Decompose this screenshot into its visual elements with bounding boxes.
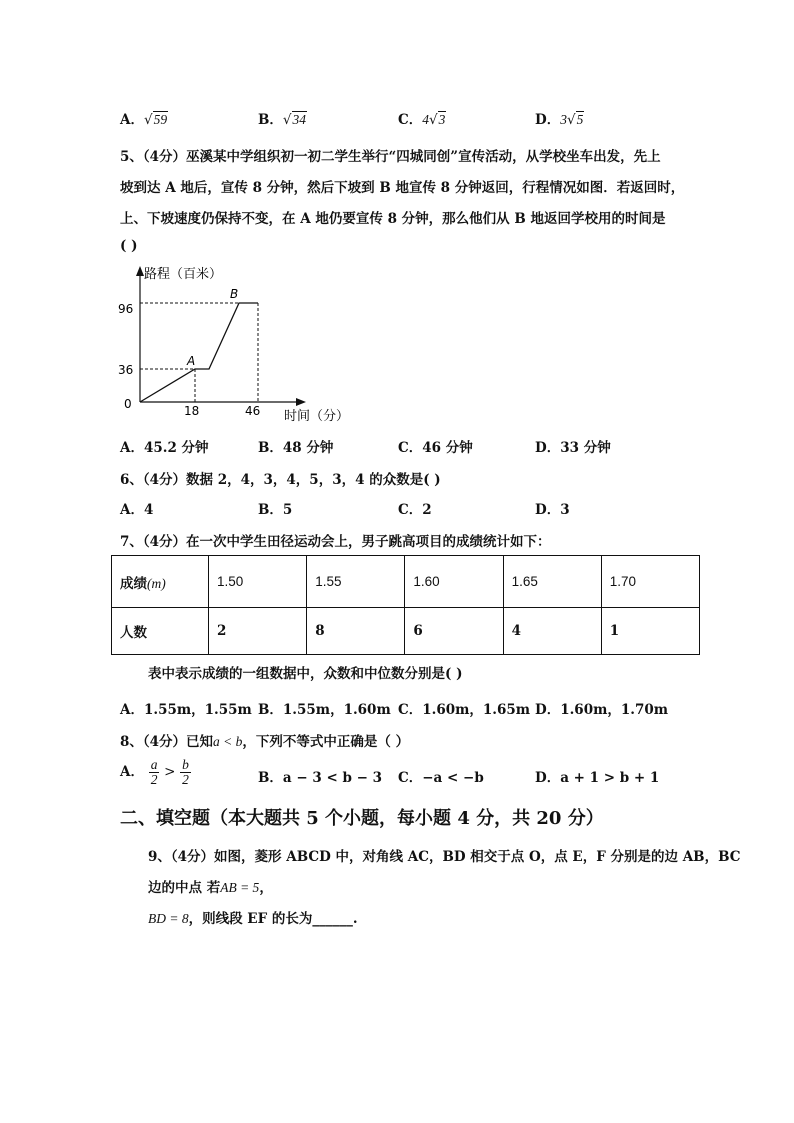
q5-option-c: C．46 分钟: [398, 440, 473, 456]
q7-option-a: A．1.55m，1.55m: [120, 702, 252, 718]
q4-option-a: A．√59: [120, 112, 168, 128]
q9-line1: 9、（4分）如图，菱形 ABCD 中，对角线 AC，BD 相交于点 O，点 E，F 分别是的边 AB，BC: [148, 849, 741, 865]
y-axis-label: 路程（百米）: [144, 267, 223, 282]
q7-text: 7、（4分）在一次中学生田径运动会上，男子跳高项目的成绩统计如下：: [120, 534, 551, 550]
q5-line4: ( ): [120, 238, 138, 254]
q6-text: 6、（4分）数据 2，4，3，4，5，3，4 的众数是( ): [120, 472, 441, 488]
x-axis-label: 时间（分）: [284, 409, 350, 424]
q5-line3: 上、下坡速度仍保持不变，在 A 地仍要宣传 8 分钟，那么他们从 B 地返回学校用的时间是: [120, 211, 666, 227]
q5-option-b: B．48 分钟: [258, 440, 334, 456]
q9-line2: 边的中点 若AB = 5，: [148, 880, 273, 896]
score-cell: 1.50: [209, 556, 307, 608]
score-cell: 1.55: [307, 556, 405, 608]
x-axis-arrow: [296, 398, 306, 406]
q7-question: 表中表示成绩的一组数据中，众数和中位数分别是( ): [148, 666, 463, 682]
x-tick-46: 46: [245, 404, 261, 418]
q8-option-c: C．−a < −b: [398, 770, 484, 786]
q7-option-b: B．1.55m，1.60m: [258, 702, 391, 718]
x-tick-18: 18: [184, 404, 200, 418]
count-cell: 1: [601, 608, 699, 655]
q5-line1: 5、（4分）巫溪某中学组织初一初二学生举行“四城同创”宣传活动，从学校坐车出发，先上: [120, 149, 661, 165]
count-cell: 8: [307, 608, 405, 655]
q7-option-c: C．1.60m，1.65m: [398, 702, 531, 718]
q5-option-a: A．45.2 分钟: [120, 440, 209, 456]
distance-time-graph: [110, 262, 370, 432]
point-a-label: A: [187, 354, 196, 368]
table-row: [112, 556, 700, 608]
score-cell: 1.70: [601, 556, 699, 608]
route-line: [140, 303, 258, 402]
q6-option-b: B．5: [258, 502, 293, 518]
count-cell: 2: [209, 608, 307, 655]
q8-option-b: B．a − 3 < b − 3: [258, 770, 383, 786]
point-b-label: B: [230, 287, 239, 301]
q5-line2: 坡到达 A 地后，宣传 8 分钟，然后下坡到 B 地宣传 8 分钟返回，行程情况如图．若返回时，: [120, 180, 685, 196]
count-cell: 6: [405, 608, 503, 655]
table-row: [112, 608, 700, 655]
sqrt-symbol: √59: [143, 112, 168, 128]
q8-option-a: A． $\frac{a}{2}$ > $\frac{b}{2}$: [120, 757, 189, 788]
q9-line3: BD = 8，则线段 EF 的长为______.: [148, 911, 358, 927]
y-axis-arrow: [136, 266, 144, 276]
count-cell: 4: [503, 608, 601, 655]
q7-option-d: D．1.60m，1.70m: [535, 702, 669, 718]
q6-option-c: C．2: [398, 502, 432, 518]
y-tick-36: 36: [118, 363, 134, 377]
score-cell: 1.65: [503, 556, 601, 608]
q4-option-d: D．3√5: [535, 112, 584, 128]
q8-option-d: D．a + 1 > b + 1: [535, 770, 660, 786]
y-tick-96: 96: [118, 302, 134, 316]
q8-text: 8、（4分）已知a < b，下列不等式中正确是（ ）: [120, 734, 410, 750]
score-cell: 1.60: [405, 556, 503, 608]
q6-option-a: A．4: [120, 502, 154, 518]
score-table: [111, 555, 700, 655]
header-score: 成绩(m): [112, 556, 209, 608]
q5-option-d: D．33 分钟: [535, 440, 611, 456]
section-title: 二、填空题（本大题共 5 个小题，每小题 4 分，共 20 分）: [120, 808, 604, 829]
header-count: 人数: [112, 608, 209, 655]
q4-option-c: C．4√3: [398, 112, 446, 128]
origin-label: 0: [124, 397, 132, 411]
q6-option-d: D．3: [535, 502, 570, 518]
q4-option-b: B．√34: [258, 112, 307, 128]
